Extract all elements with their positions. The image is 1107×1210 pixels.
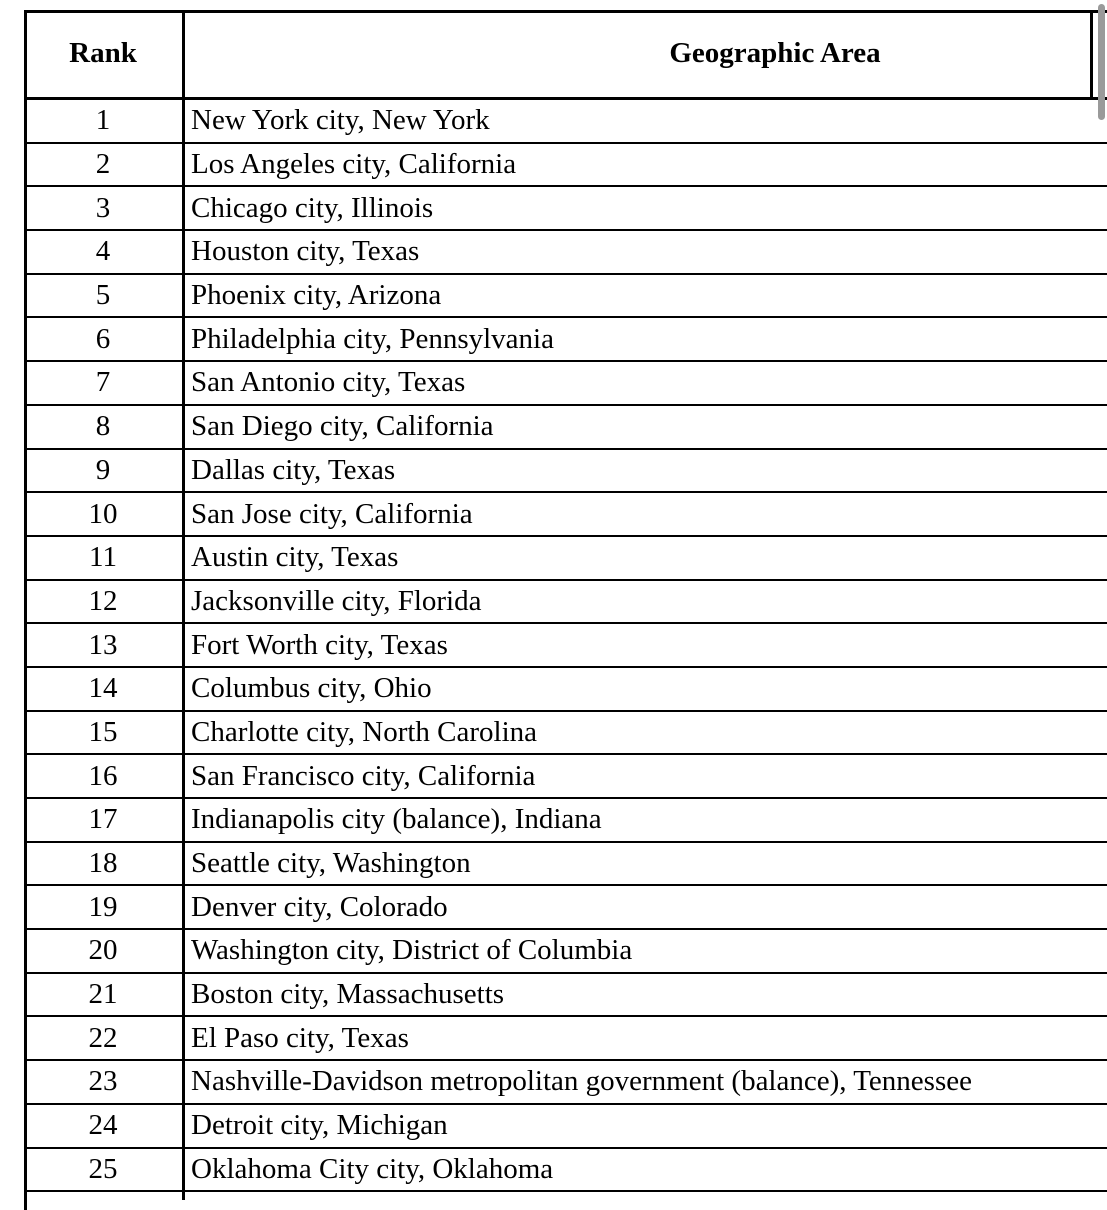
table-row bbox=[24, 1061, 1107, 1105]
table-row bbox=[24, 668, 1107, 712]
rank-cell: 16 bbox=[88, 759, 118, 792]
rank-cell: 20 bbox=[88, 934, 118, 967]
rank-cell: 25 bbox=[88, 1152, 118, 1185]
area-cell: Dallas city, Texas bbox=[191, 453, 396, 486]
table-row bbox=[24, 712, 1107, 756]
rank-cell: 12 bbox=[88, 584, 118, 617]
rank-cell: 9 bbox=[95, 453, 111, 486]
table-row bbox=[24, 493, 1107, 537]
table-row bbox=[24, 755, 1107, 799]
area-cell: Detroit city, Michigan bbox=[191, 1109, 448, 1142]
area-cell: San Jose city, California bbox=[191, 497, 473, 530]
rank-cell: 1 bbox=[95, 104, 111, 137]
rank-cell: 8 bbox=[95, 410, 111, 443]
rank-cell: 13 bbox=[88, 628, 118, 661]
area-cell: Los Angeles city, California bbox=[191, 148, 517, 181]
table-row bbox=[24, 187, 1107, 231]
table-row bbox=[24, 843, 1107, 887]
table-body bbox=[24, 100, 1107, 1192]
rank-cell: 23 bbox=[88, 1065, 118, 1098]
table-row bbox=[24, 362, 1107, 406]
area-cell: Boston city, Massachusetts bbox=[191, 978, 505, 1011]
area-cell: Austin city, Texas bbox=[191, 541, 399, 574]
rank-cell: 11 bbox=[89, 541, 117, 574]
table-row bbox=[24, 581, 1107, 625]
rank-cell: 7 bbox=[95, 366, 111, 399]
rank-cell: 24 bbox=[88, 1109, 118, 1142]
table-row bbox=[24, 231, 1107, 275]
table-row bbox=[24, 930, 1107, 974]
area-cell: Chicago city, Illinois bbox=[191, 191, 434, 224]
area-cell: Indianapolis city (balance), Indiana bbox=[191, 803, 602, 836]
table-row bbox=[24, 318, 1107, 362]
rank-cell: 2 bbox=[95, 148, 111, 181]
table-row bbox=[24, 624, 1107, 668]
area-cell: New York city, New York bbox=[191, 104, 490, 137]
table-row bbox=[24, 406, 1107, 450]
area-cell: Denver city, Colorado bbox=[191, 890, 448, 923]
table-row bbox=[24, 1149, 1107, 1193]
table-header-row bbox=[24, 10, 1107, 100]
table-row bbox=[24, 450, 1107, 494]
table-row bbox=[24, 886, 1107, 930]
rank-cell: 4 bbox=[95, 235, 111, 268]
area-cell: Seattle city, Washington bbox=[191, 847, 471, 880]
area-cell: Houston city, Texas bbox=[191, 235, 420, 268]
area-cell: Philadelphia city, Pennsylvania bbox=[191, 322, 554, 355]
area-cell: Nashville-Davidson metropolitan government (balance), Tennessee bbox=[191, 1065, 972, 1098]
table-row bbox=[24, 1105, 1107, 1149]
rank-cell: 21 bbox=[88, 978, 118, 1011]
table-row bbox=[24, 100, 1107, 144]
table-right-border bbox=[1090, 10, 1093, 100]
rank-cell: 17 bbox=[88, 803, 118, 836]
area-cell: San Antonio city, Texas bbox=[191, 366, 466, 399]
table-row bbox=[24, 537, 1107, 581]
area-cell: Charlotte city, North Carolina bbox=[191, 715, 538, 748]
area-cell: Washington city, District of Columbia bbox=[191, 934, 633, 967]
header-rank: Rank bbox=[69, 37, 137, 69]
area-cell: San Francisco city, California bbox=[191, 759, 536, 792]
rank-cell: 18 bbox=[88, 847, 118, 880]
table-row bbox=[24, 144, 1107, 188]
rank-cell: 3 bbox=[95, 191, 111, 224]
table-row bbox=[24, 974, 1107, 1018]
table-row bbox=[24, 1017, 1107, 1061]
area-cell: Columbus city, Ohio bbox=[191, 672, 432, 705]
area-cell: Jacksonville city, Florida bbox=[191, 584, 482, 617]
table-row bbox=[24, 275, 1107, 319]
rank-cell: 5 bbox=[95, 279, 111, 312]
rank-cell: 6 bbox=[95, 322, 111, 355]
header-geographic-area: Geographic Area bbox=[669, 37, 881, 69]
area-cell: Oklahoma City city, Oklahoma bbox=[191, 1152, 554, 1185]
rank-cell: 10 bbox=[88, 497, 118, 530]
table-row bbox=[24, 799, 1107, 843]
area-cell: San Diego city, California bbox=[191, 410, 494, 443]
rank-cell: 15 bbox=[88, 715, 118, 748]
area-cell: El Paso city, Texas bbox=[191, 1021, 409, 1054]
rank-cell: 19 bbox=[88, 890, 118, 923]
scrollbar-thumb[interactable] bbox=[1098, 4, 1105, 120]
rank-cell: 14 bbox=[88, 672, 118, 705]
area-cell: Phoenix city, Arizona bbox=[191, 279, 442, 312]
area-cell: Fort Worth city, Texas bbox=[191, 628, 448, 661]
rank-cell: 22 bbox=[88, 1021, 118, 1054]
